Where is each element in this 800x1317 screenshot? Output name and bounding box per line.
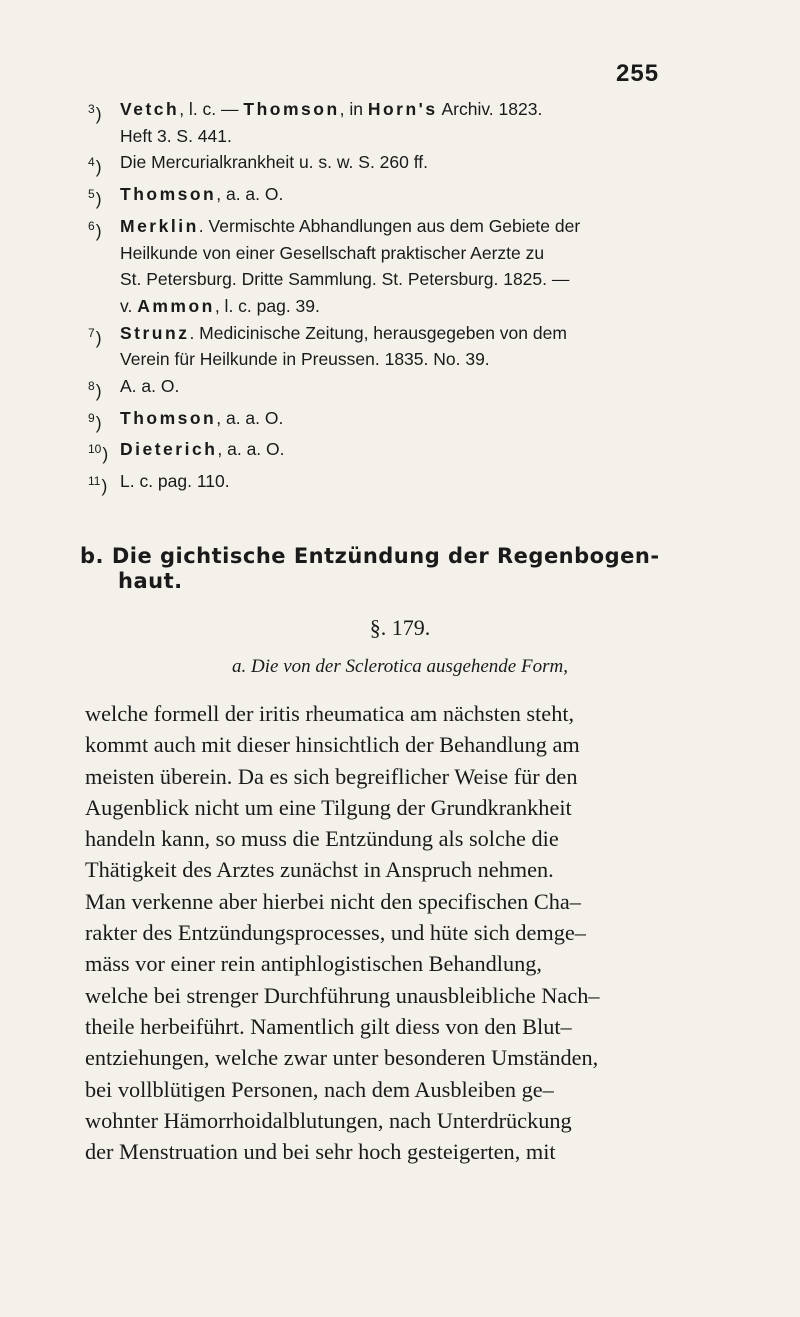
footnote-number: $^{11}$) <box>88 474 108 497</box>
body-line: welche formell der iritis rheumatica am nächsten steht, <box>85 701 575 726</box>
body-line: Thätigkeit des Arztes zunächst in Anspruch nehmen. <box>85 857 554 883</box>
footnote-number: $^3$) <box>88 102 102 124</box>
footnotes <box>88 96 758 500</box>
body-line: Man verkenne aber hierbei nicht den specifischen Cha– <box>85 888 581 914</box>
body-line: welche bei strenger Durchführung unausbleibliche Nach– <box>85 982 600 1008</box>
footnote <box>88 405 758 437</box>
footnote-text: Thomson, a. a. O. <box>120 407 284 428</box>
subheading: a. Die von der Sclerotica ausgehende Form, <box>232 656 568 677</box>
body-line: entziehungen, welche zwar unter besonderen Umständen, <box>85 1045 599 1071</box>
section-title <box>80 544 770 594</box>
footnote <box>88 96 758 149</box>
section-title-line-2: haut. <box>118 569 183 593</box>
footnote <box>88 468 758 500</box>
footnote-number: $^9$) <box>88 410 102 433</box>
footnote-number: $^8$) <box>88 379 102 402</box>
footnote <box>88 320 758 373</box>
body-line: meisten überein. Da es sich begreiflicher Weise für den <box>85 763 578 789</box>
footnote-number: $^7$) <box>88 325 102 348</box>
footnote-text: A. a. O. <box>120 376 180 397</box>
body-line: bei vollblütigen Personen, nach dem Ausbleiben ge– <box>85 1076 554 1102</box>
footnote-number: $^4$) <box>88 155 102 178</box>
body-line: rakter des Entzündungsprocesses, und hüte sich demge– <box>85 920 586 946</box>
footnote-text: Dieterich, a. a. O. <box>120 439 285 460</box>
footnote-number: $^6$) <box>88 218 102 241</box>
body-line: der Menstruation und bei sehr hoch gesteigerten, mit <box>85 1139 556 1165</box>
body-line: mäss vor einer rein antiphlogistischen Behandlung, <box>85 951 542 977</box>
body-line: handeln kann, so muss die Entzündung als solche die <box>85 826 559 852</box>
section-title-line-1: b. Die gichtische Entzündung der Regenbogen- <box>80 544 660 568</box>
footnote-text: Thomson, a. a. O. <box>120 184 284 205</box>
footnote-text: Merklin. Vermischte Abhandlungen aus dem Gebiete der Heilkunde von einer Gesellschaft praktischer Aerzte zu St. Petersburg. Dritte Sammlung. St. Petersburg. 1825. — v. Ammon, l. c. pag. 39. <box>120 215 581 316</box>
body-line: wohnter Hämorrhoidalblutungen, nach Unterdrückung <box>85 1107 572 1133</box>
footnote-text: Die Mercurialkrankheit u. s. w. S. 260 ff. <box>120 152 429 173</box>
footnote <box>88 149 758 181</box>
footnote-text: Strunz. Medicinische Zeitung, herausgegeben von dem Verein für Heilkunde in Preussen. 1835. No. 39. <box>120 322 567 370</box>
footnote <box>88 373 758 405</box>
footnote-text: Vetch, l. c. — Thomson, in Horn's Archiv. 1823. Heft 3. S. 441. <box>120 99 543 146</box>
body-line: theile herbeiführt. Namentlich gilt diess von den Blut– <box>85 1013 572 1039</box>
paragraph-number: §. 179. <box>369 615 431 640</box>
page-number: 255 <box>616 60 660 87</box>
footnote-number: $^5$) <box>88 187 102 210</box>
body-text <box>85 698 775 1167</box>
footnote <box>88 436 758 468</box>
body-line: kommt auch mit dieser hinsichtlich der Behandlung am <box>85 732 580 758</box>
body-line: Augenblick nicht um eine Tilgung der Grundkrankheit <box>85 794 572 820</box>
footnote-number: $^{10}$) <box>88 442 109 465</box>
footnote <box>88 181 758 213</box>
footnote-text: L. c. pag. 110. <box>120 471 230 492</box>
footnote <box>88 213 758 320</box>
